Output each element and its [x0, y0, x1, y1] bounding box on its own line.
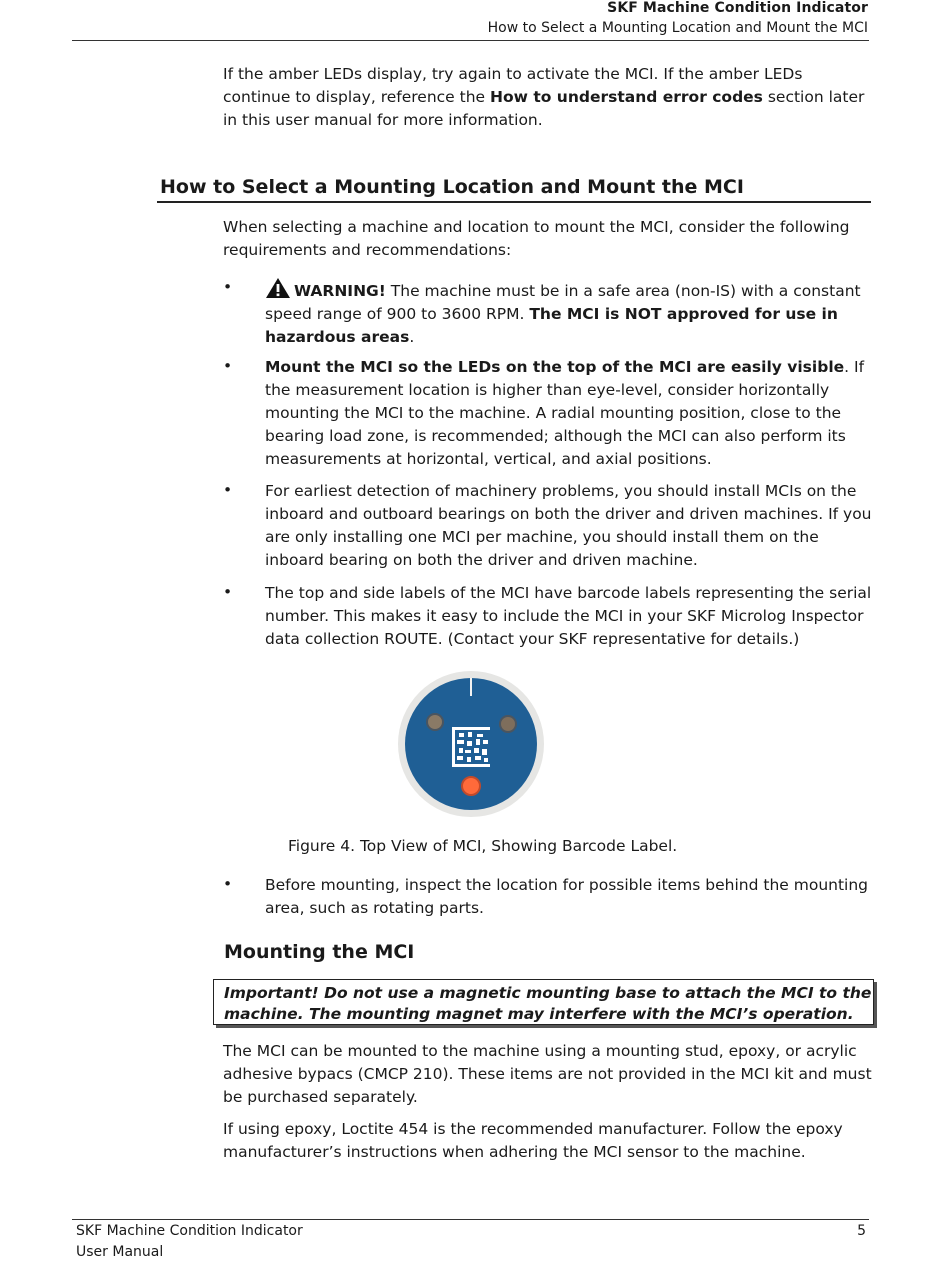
bullet-marker: • [223, 481, 233, 499]
footer-product-name: SKF Machine Condition Indicator [76, 1223, 303, 1239]
bullet-marker: • [223, 583, 233, 601]
running-header-title: SKF Machine Condition Indicator [607, 0, 868, 16]
section-heading-rule [157, 201, 871, 203]
bullet-marker: • [223, 357, 233, 375]
subsection-heading: Mounting the MCI [224, 941, 415, 963]
intro-paragraph: If the amber LEDs display, try again to activate the MCI. If the amber LEDs continue to display, reference the How to understand error codes section later in this user manual for more information. [223, 65, 865, 129]
bullet-item-warning: WARNING! The machine must be in a safe area (non-IS) with a constant speed range of 900 to 3600 RPM. The MCI is NOT approved for use in hazardous areas. [265, 277, 875, 349]
bullet-marker: • [223, 875, 233, 893]
section-heading: How to Select a Mounting Location and Mount the MCI [160, 176, 744, 198]
bullet-item-inspect-location: Before mounting, inspect the location for possible items behind the mounting area, such as rotating parts. [265, 876, 869, 917]
mounting-paragraph-1: The MCI can be mounted to the machine using a mounting stud, epoxy, or acrylic adhesive bypacs (CMCP 210). These items are not provided in the MCI kit and must be purchased separately. [223, 1042, 872, 1106]
bullet-item-early-detection: For earliest detection of machinery problems, you should install MCIs on the inboard and outboard bearings on both the driver and driven machines. If you are only installing one MCI per machine, you should install them on the inboard bearing on both the driver and driven machine. [265, 482, 872, 569]
running-header-section: How to Select a Mounting Location and Mount the MCI [487, 20, 868, 36]
header-divider [72, 40, 869, 41]
important-notice: Important! Do not use a magnetic mounting base to attach the MCI to the machine. The mounting magnet may interfere with the MCI’s operation. [213, 979, 874, 1025]
bullet-item-led-visibility: Mount the MCI so the LEDs on the top of the MCI are easily visible. If the measurement location is higher than eye-level, consider horizontally mounting the MCI to the machine. A radial mounting position, close to the bearing load zone, is recommended; although the MCI can also perform its measurements at horizontal, vertical, and axial positions. [265, 358, 865, 468]
warning-triangle-icon [265, 277, 291, 299]
mci-top-view-figure [397, 670, 545, 818]
footer-divider [72, 1219, 869, 1220]
page-number: 5 [857, 1223, 866, 1239]
section-lead: When selecting a machine and location to mount the MCI, consider the following requirements and recommendations: [223, 218, 850, 259]
figure-caption: Figure 4. Top View of MCI, Showing Barcode Label. [288, 837, 678, 855]
cross-reference: How to understand error codes [490, 88, 763, 106]
mounting-paragraph-2: If using epoxy, Loctite 454 is the recommended manufacturer. Follow the epoxy manufacturer’s instructions when adhering the MCI sensor to the machine. [223, 1120, 843, 1161]
footer-document-type: User Manual [76, 1244, 164, 1260]
bullet-item-barcode-labels: The top and side labels of the MCI have barcode labels representing the serial number. This makes it easy to include the MCI in your SKF Microlog Inspector data collection ROUTE. (Contact your SKF representative for details.) [265, 584, 872, 648]
bullet-marker: • [223, 278, 233, 296]
